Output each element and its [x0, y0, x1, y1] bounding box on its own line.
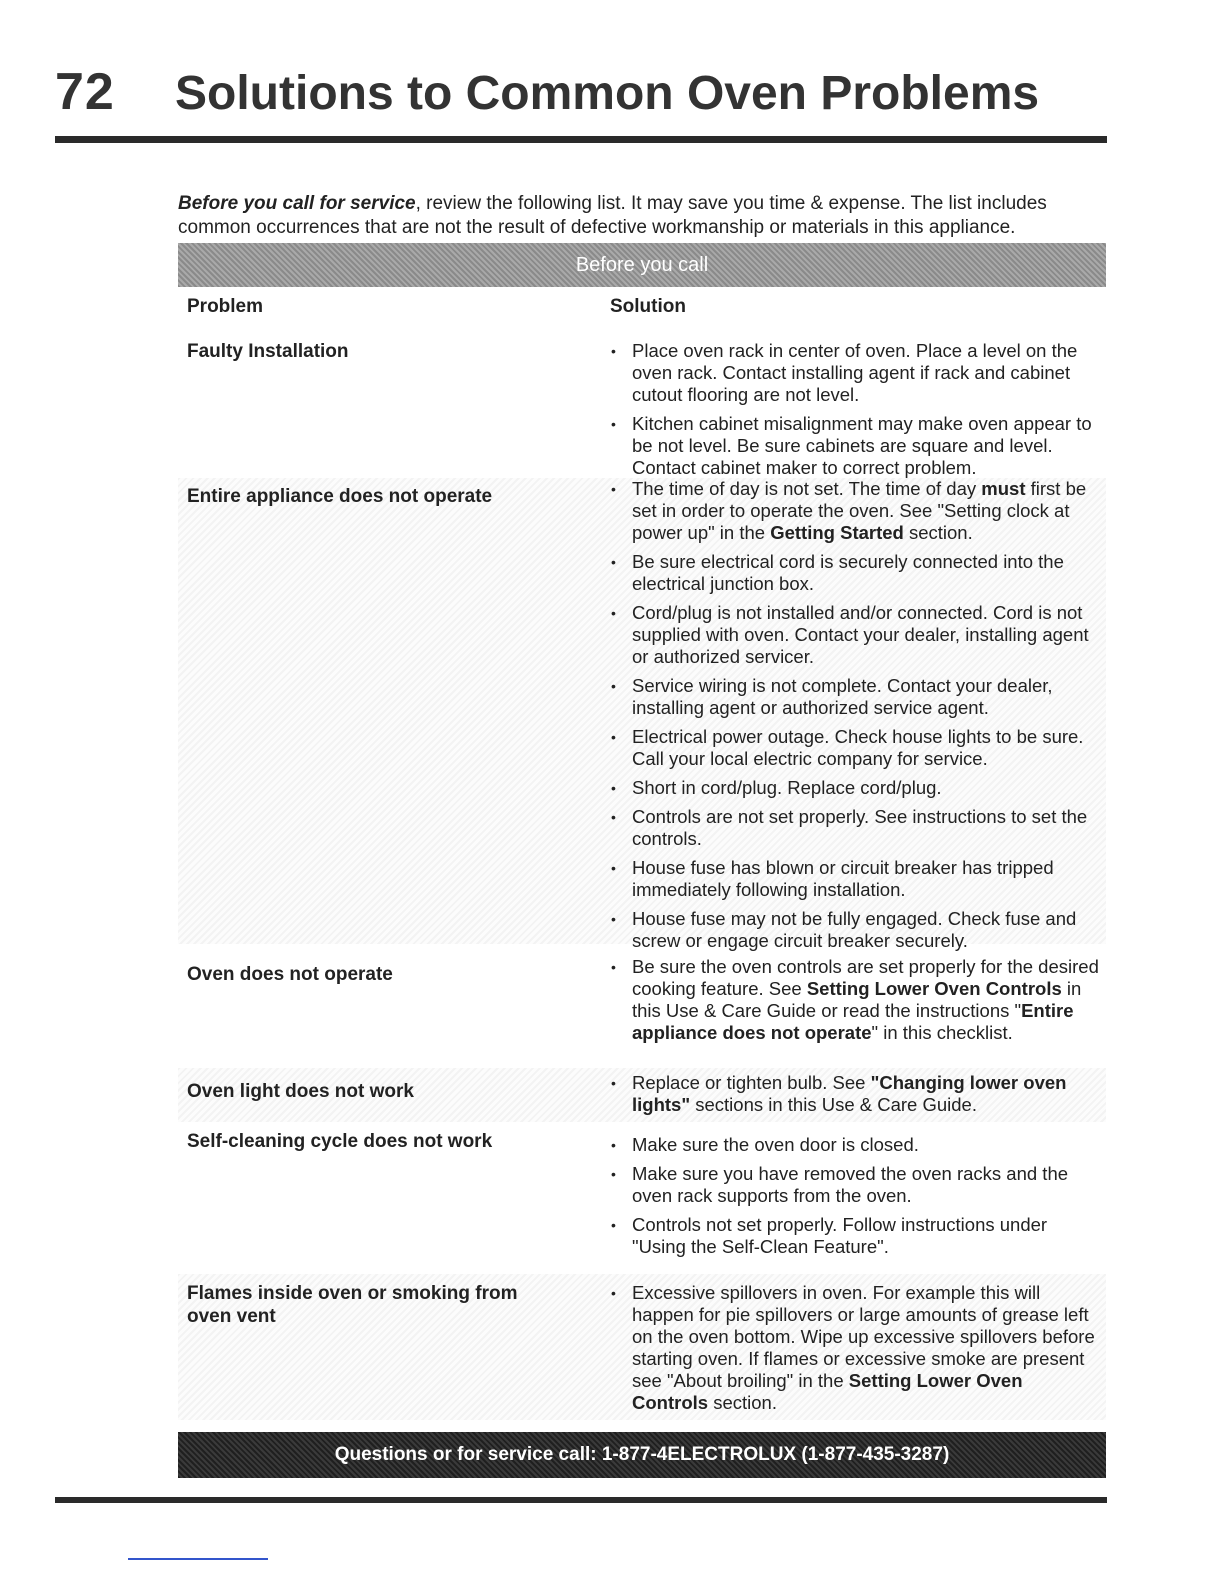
- solution-item: • Be sure electrical cord is securely connected into the electrical junction box.: [610, 551, 1100, 595]
- problem-row: [178, 956, 1106, 1066]
- problem-label: Oven light does not work: [187, 1081, 414, 1102]
- solution-item: • House fuse has blown or circuit breaker has tripped immediately following installation.: [610, 857, 1100, 901]
- solution-item: • Make sure you have removed the oven racks and the oven rack supports from the oven.: [610, 1163, 1100, 1207]
- intro-lead: Before you call for service: [178, 193, 416, 214]
- problem-row: [178, 1274, 1106, 1420]
- header-divider: [55, 136, 1107, 143]
- solution-item: • Replace or tighten bulb. See "Changing lower oven lights" sections in this Use & Care Guide.: [610, 1072, 1100, 1116]
- problem-row: [178, 340, 1106, 478]
- problem-label: Oven does not operate: [187, 964, 393, 985]
- problem-label: Entire appliance does not operate: [187, 486, 493, 507]
- solution-item: • Short in cord/plug. Replace cord/plug.: [610, 777, 1100, 799]
- solution-item: • Kitchen cabinet misalignment may make oven appear to be not level. Be sure cabinets are square and level. Contact cabinet maker to correct problem.: [610, 413, 1100, 479]
- problem-label: Self-cleaning cycle does not work: [187, 1131, 493, 1152]
- solution-item: • Service wiring is not complete. Contact your dealer, installing agent or authorized service agent.: [610, 675, 1100, 719]
- solution-item: • Electrical power outage. Check house lights to be sure. Call your local electric company for service.: [610, 726, 1100, 770]
- solution-item: • Be sure the oven controls are set properly for the desired cooking feature. See Setting Lower Oven Controls in this Use & Care Guide or read the instructions "Entire appliance does not operate" in this checklist.: [610, 956, 1100, 1044]
- solution-item: • Make sure the oven door is closed.: [610, 1134, 1100, 1156]
- footer-divider: [55, 1497, 1107, 1503]
- page-header: [55, 62, 1107, 122]
- page-title: Solutions to Common Oven Problems: [175, 67, 1040, 120]
- problem-column-header: Problem: [187, 296, 264, 317]
- solution-list: [610, 340, 1100, 486]
- solution-item: • House fuse may not be fully engaged. Check fuse and screw or engage circuit breaker securely.: [610, 908, 1100, 952]
- solution-item: • Cord/plug is not installed and/or connected. Cord is not supplied with oven. Contact your dealer, installing agent or authorized servicer.: [610, 602, 1100, 668]
- solution-item: • The time of day is not set. The time of day must first be set in order to operate the oven. See "Setting clock at power up" in the Getting Started section.: [610, 478, 1100, 544]
- intro-text: , review the following list. It may save you time & expense. The list includes common occurrences that are not the result of defective workmanship or materials in this appliance.: [178, 193, 1047, 238]
- problem-label: Faulty Installation: [187, 341, 349, 362]
- section-banner: Before you call: [178, 243, 1106, 287]
- page-link-underline: [128, 1558, 268, 1560]
- problem-row: [178, 478, 1106, 951]
- solution-item: • Excessive spillovers in oven. For example this will happen for pie spillovers or large amounts of grease left on the oven bottom. Wipe up excessive spillovers before starting oven. If flames or excessive smoke are present see "About broiling" in the Setting Lower Oven Controls section.: [610, 1282, 1100, 1414]
- solution-column-header: Solution: [610, 296, 686, 317]
- solution-list: [610, 1282, 1100, 1421]
- problem-row: [178, 1068, 1106, 1122]
- service-phone-bar: Questions or for service call: 1-877-4ELECTROLUX (1-877-435-3287): [178, 1432, 1106, 1478]
- solution-list: [610, 1134, 1100, 1265]
- problem-label: Flames inside oven or smoking from oven vent: [187, 1283, 518, 1327]
- solution-item: • Controls not set properly. Follow instructions under "Using the Self-Clean Feature".: [610, 1214, 1100, 1258]
- solution-list: [610, 956, 1100, 1051]
- solution-list: [610, 1072, 1100, 1123]
- solution-list: [610, 478, 1100, 959]
- intro-paragraph: [178, 192, 1108, 240]
- solution-item: • Controls are not set properly. See instructions to set the controls.: [610, 806, 1100, 850]
- solution-item: • Place oven rack in center of oven. Place a level on the oven rack. Contact installing agent if rack and cabinet cutout flooring are not level.: [610, 340, 1100, 406]
- page-number: 72: [55, 63, 115, 121]
- problem-row: [178, 1130, 1106, 1265]
